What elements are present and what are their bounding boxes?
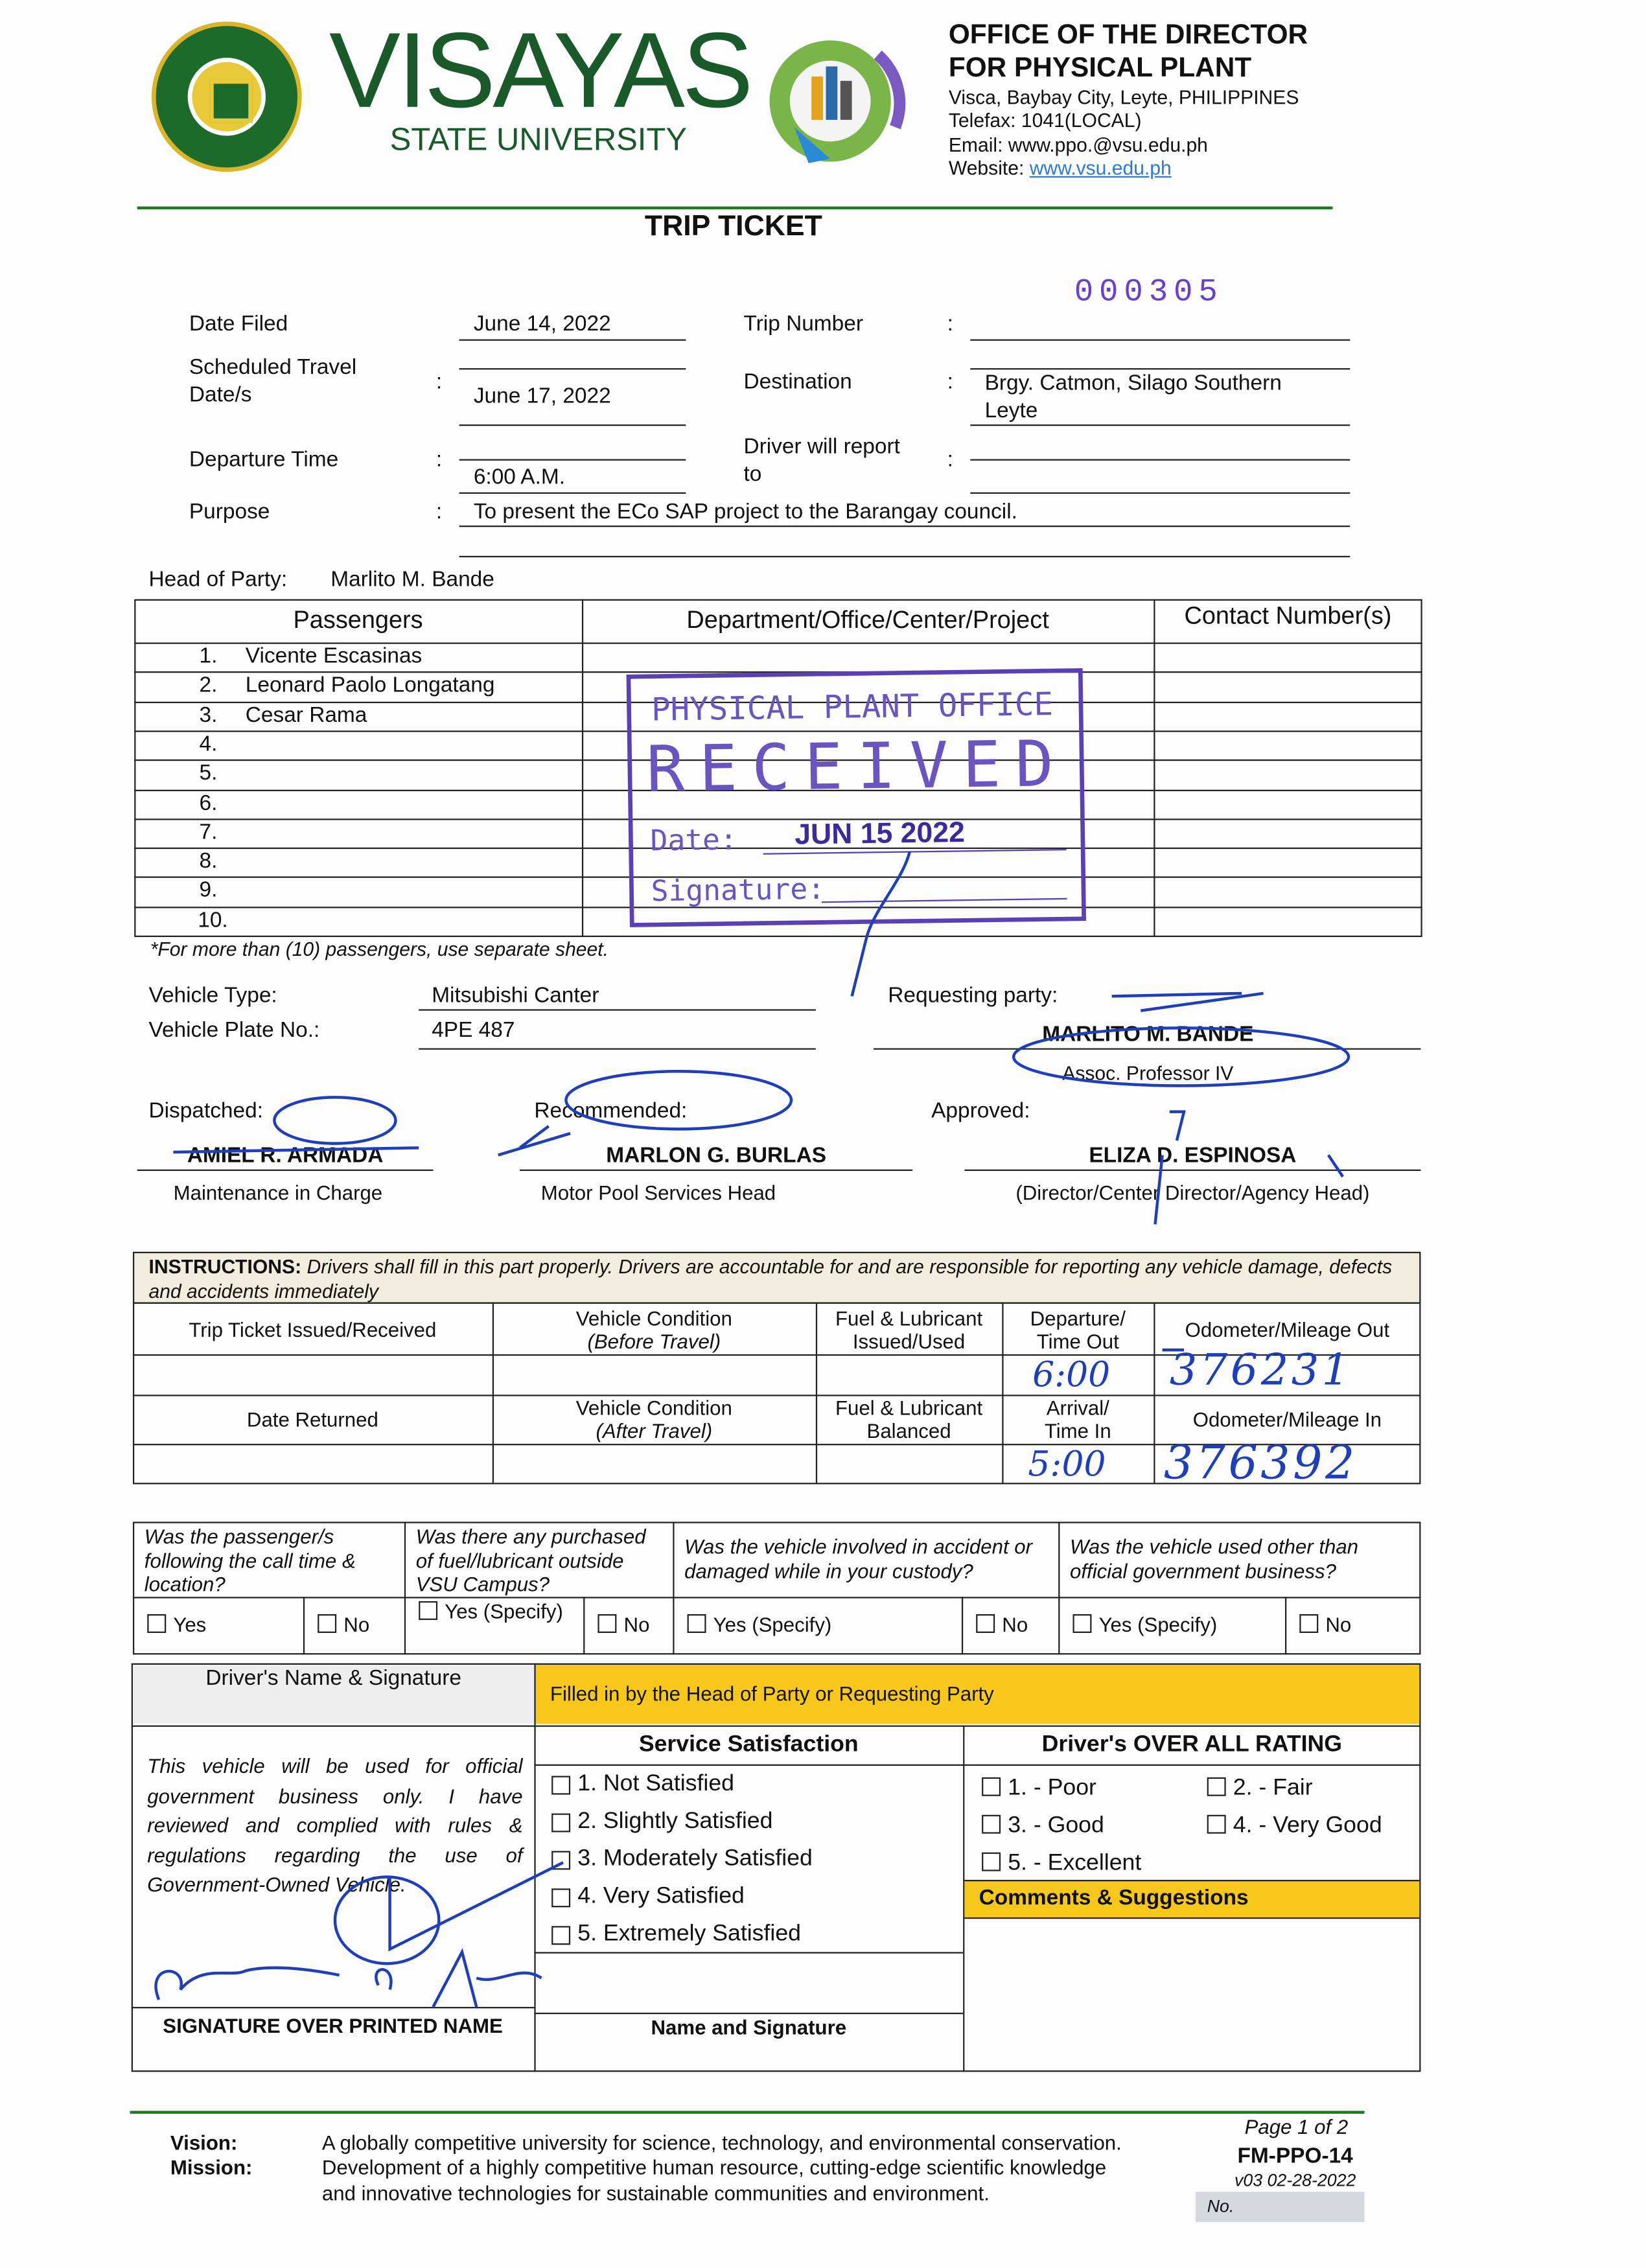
footer-divider xyxy=(130,2111,1365,2113)
colon: : xyxy=(435,447,443,472)
option-label: Yes (Specify) xyxy=(713,1612,832,1636)
departure-time-value: 6:00 A.M. xyxy=(473,465,566,490)
driver-statement: This vehicle will be used for official government business only. I have reviewed and complied with rules & regulations regarding the use of Government-Owned Vehicle. xyxy=(147,1754,523,1896)
office-address: Visca, Baybay City, Leyte, PHILIPPINES xyxy=(948,86,1299,109)
dispatched-role: Maintenance in Charge xyxy=(173,1181,383,1205)
option-label: 5. Extremely Satisfied xyxy=(577,1921,802,1947)
form-code: FM-PPO-14 xyxy=(1237,2144,1353,2169)
recommended-name: MARLON G. BURLAS xyxy=(606,1143,827,1168)
log-header-text: Fuel & Lubricant xyxy=(835,1396,983,1420)
log-header-text: Arrival/ xyxy=(1046,1396,1109,1420)
passenger-number: 2. xyxy=(199,673,218,698)
option-label: No xyxy=(1002,1612,1028,1636)
passenger-number: 4. xyxy=(199,732,218,757)
recommended-role: Motor Pool Services Head xyxy=(540,1181,776,1205)
mission-text-2: and innovative technologies for sustainable communities and environment. xyxy=(321,2181,990,2205)
requesting-party-name: MARLITO M. BANDE xyxy=(1042,1022,1254,1047)
passenger-number: 3. xyxy=(199,702,218,728)
colon: : xyxy=(435,499,443,524)
office-telefax: Telefax: 1041(LOCAL) xyxy=(948,110,1142,132)
number-box xyxy=(1196,2192,1365,2222)
form-version: v03 02-28-2022 xyxy=(1234,2170,1356,2191)
question-text: Was the vehicle involved in accident or damaged while in your custody? xyxy=(684,1534,1033,1582)
purpose-label: Purpose xyxy=(189,499,270,524)
trip-number-value: 000305 xyxy=(1074,274,1223,311)
date-filed-value: June 14, 2022 xyxy=(473,312,611,337)
passenger-number: 8. xyxy=(199,849,218,874)
driver-report-label: Driver will report xyxy=(743,434,900,459)
time-out-value: 6:00 xyxy=(1032,1354,1111,1395)
option-label: 1. - Poor xyxy=(1008,1776,1096,1801)
destination-value-2: Leyte xyxy=(984,398,1038,423)
vehicle-plate-value: 4PE 487 xyxy=(432,1017,515,1043)
instructions-label: INSTRUCTIONS: xyxy=(148,1256,302,1278)
page-title: TRIP TICKET xyxy=(644,211,822,243)
contact-header: Contact Number(s) xyxy=(1184,602,1392,630)
number-label: No. xyxy=(1207,2195,1234,2217)
passenger-number: 6. xyxy=(199,790,218,815)
signature-label: SIGNATURE OVER PRINTED NAME xyxy=(163,2014,503,2037)
approved-label: Approved: xyxy=(931,1098,1030,1124)
instructions-text: Drivers shall fill in this part properly. Drivers are accountable for and are responsible for reporting any vehicle damage, defects and accidents immediately xyxy=(148,1256,1393,1302)
requesting-party-title: Assoc. Professor IV xyxy=(1062,1062,1234,1085)
driver-name-header: Driver's Name & Signature xyxy=(205,1666,461,1691)
head-of-party-label: Head of Party: xyxy=(148,567,288,592)
log-header-text: Vehicle Condition xyxy=(575,1396,732,1420)
option-label: No xyxy=(623,1612,650,1636)
departure-time-label: Departure Time xyxy=(189,447,339,472)
recommended-label: Recommended: xyxy=(534,1098,688,1124)
option-label: 4. - Very Good xyxy=(1233,1813,1382,1838)
destination-value: Brgy. Catmon, Silago Southern xyxy=(984,371,1282,396)
passenger-number: 9. xyxy=(199,878,218,903)
question-text: Was the vehicle used other than official government business? xyxy=(1070,1534,1359,1582)
option-label: Yes (Specify) xyxy=(445,1599,563,1623)
odometer-in-value: 376392 xyxy=(1163,1435,1358,1490)
date-filed-label: Date Filed xyxy=(189,312,288,337)
colon: : xyxy=(947,447,953,472)
option-label: 5. - Excellent xyxy=(1008,1851,1142,1876)
option-label: 4. Very Satisfied xyxy=(577,1884,745,1909)
requesting-party-label: Requesting party: xyxy=(888,983,1058,1008)
dispatched-name: AMIEL R. ARMADA xyxy=(187,1143,384,1168)
option-label: 2. - Fair xyxy=(1233,1776,1313,1801)
mission-label: Mission: xyxy=(170,2155,253,2179)
passenger-number: 7. xyxy=(199,820,218,844)
passenger-number: 1. xyxy=(199,643,218,669)
trip-number-label: Trip Number xyxy=(743,312,863,337)
name-signature-label: Name and Signature xyxy=(651,2015,847,2039)
vision-label: Vision: xyxy=(170,2131,238,2155)
stamp-signature-label: Signature: xyxy=(651,871,826,908)
destination-label: Destination xyxy=(743,369,852,395)
colon: : xyxy=(947,369,953,395)
passenger-number: 10. xyxy=(198,907,228,932)
mission-text: Development of a highly competitive human resource, cutting-edge scientific knowledge xyxy=(321,2155,1107,2179)
office-title-1: OFFICE OF THE DIRECTOR xyxy=(948,20,1308,51)
log-header-text: Time In xyxy=(1044,1419,1111,1442)
log-header-text: Date Returned xyxy=(246,1407,378,1431)
colon: : xyxy=(947,312,953,337)
website-link[interactable]: www.vsu.edu.ph xyxy=(1029,157,1172,179)
purpose-value: To present the ECo SAP project to the Barangay council. xyxy=(473,499,1017,524)
page-number: Page 1 of 2 xyxy=(1244,2115,1349,2138)
log-header-text: Trip Ticket Issued/Received xyxy=(189,1317,437,1341)
department-header: Department/Office/Center/Project xyxy=(686,606,1049,634)
odometer-out-value: 376231 xyxy=(1169,1345,1352,1396)
log-header-text: Issued/Used xyxy=(852,1328,966,1352)
option-label: 1. Not Satisfied xyxy=(577,1771,734,1796)
option-label: 2. Slightly Satisfied xyxy=(577,1809,773,1834)
log-header-text: Odometer/Mileage In xyxy=(1192,1407,1382,1431)
scheduled-travel-value: June 17, 2022 xyxy=(473,384,611,409)
overall-rating-header: Driver's OVER ALL RATING xyxy=(1041,1731,1343,1757)
office-email: Email: www.ppo.@vsu.edu.ph xyxy=(948,134,1208,156)
driver-report-label-2: to xyxy=(743,461,762,487)
log-header-text: (After Travel) xyxy=(596,1419,713,1442)
passengers-note: *For more than (10) passengers, use separate sheet. xyxy=(150,938,609,960)
vehicle-plate-label: Vehicle Plate No.: xyxy=(148,1017,320,1043)
office-title-2: FOR PHYSICAL PLANT xyxy=(948,53,1252,84)
scheduled-travel-label-2: Date/s xyxy=(189,382,252,408)
university-subtitle: STATE UNIVERSITY xyxy=(389,121,688,157)
university-name: VISAYAS xyxy=(329,10,751,130)
scheduled-travel-label: Scheduled Travel xyxy=(189,355,357,380)
website-label: Website: xyxy=(948,157,1030,179)
stamp-office: PHYSICAL PLANT OFFICE xyxy=(651,687,1054,730)
option-label: Yes (Specify) xyxy=(1098,1612,1218,1636)
option-label: 3. - Good xyxy=(1008,1813,1104,1838)
stamp-received: RECEIVED xyxy=(645,727,1069,807)
question-text: Was the passenger/s following the call time & location? xyxy=(144,1524,356,1596)
time-in-value: 5:00 xyxy=(1028,1444,1106,1485)
log-header-text: Balanced xyxy=(866,1419,951,1442)
passenger-name: Vicente Escasinas xyxy=(245,643,423,669)
vision-text: A globally competitive university for science, technology, and environmental conservation. xyxy=(321,2131,1122,2155)
stamp-date: JUN 15 2022 xyxy=(794,817,966,851)
option-label: No xyxy=(1325,1612,1352,1636)
passenger-name: Leonard Paolo Longatang xyxy=(245,673,495,698)
passengers-header: Passengers xyxy=(293,606,423,634)
dispatched-label: Dispatched: xyxy=(148,1098,264,1124)
log-header-text: (Before Travel) xyxy=(587,1328,721,1352)
filled-by-text: Filled in by the Head of Party or Requesting Party xyxy=(550,1682,994,1706)
colon: : xyxy=(435,369,443,395)
approved-name: ELIZA D. ESPINOSA xyxy=(1089,1143,1297,1168)
option-label: 3. Moderately Satisfied xyxy=(577,1846,813,1871)
log-header-text: Departure/ xyxy=(1030,1306,1126,1329)
log-header-text: Fuel & Lubricant xyxy=(835,1306,983,1329)
comments-header-text: Comments & Suggestions xyxy=(979,1885,1249,1910)
service-satisfaction-header: Service Satisfaction xyxy=(638,1731,859,1757)
log-header-text: Vehicle Condition xyxy=(575,1306,732,1329)
option-label: Yes xyxy=(173,1612,207,1636)
passenger-name: Cesar Rama xyxy=(245,702,367,728)
stamp-date-label: Date: xyxy=(650,822,738,858)
log-header-text: Odometer/Mileage Out xyxy=(1185,1317,1390,1341)
log-header-text: Time Out xyxy=(1036,1328,1119,1352)
question-text: Was there any purchased of fuel/lubricant outside VSU Campus? xyxy=(415,1524,646,1596)
vehicle-type-value: Mitsubishi Canter xyxy=(432,983,599,1008)
approved-role: (Director/Center Director/Agency Head) xyxy=(1015,1181,1370,1205)
vehicle-type-label: Vehicle Type: xyxy=(148,983,277,1008)
option-label: No xyxy=(343,1612,370,1636)
head-of-party-value: Marlito M. Bande xyxy=(330,567,494,592)
passenger-number: 5. xyxy=(199,761,218,786)
